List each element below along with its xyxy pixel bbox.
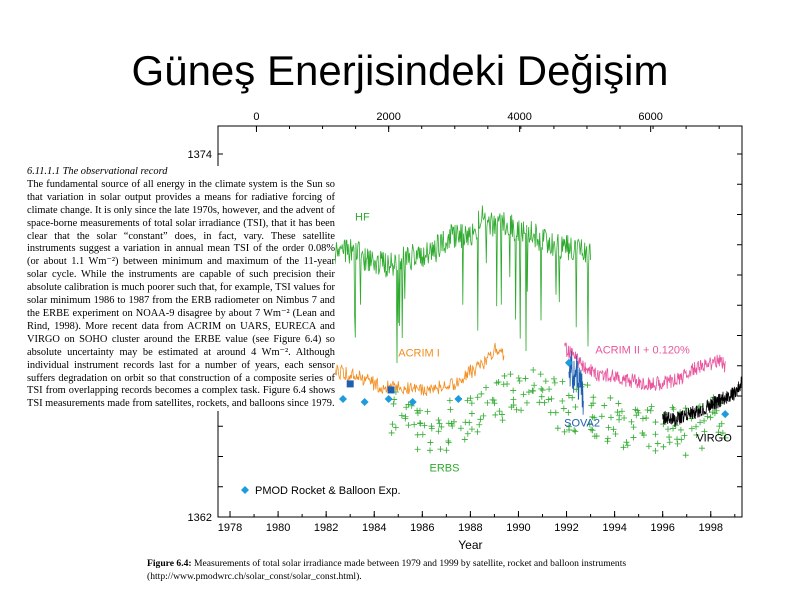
rocket-square <box>347 380 354 387</box>
erbs-point <box>483 385 489 391</box>
erbs-point <box>445 438 451 444</box>
top-tick-label: 6000 <box>638 111 663 123</box>
erbs-point <box>510 397 516 403</box>
erbs-point <box>608 414 614 420</box>
erbs-point <box>536 399 542 405</box>
x-tick-label: 1986 <box>410 522 435 534</box>
erbs-point <box>643 415 649 421</box>
erbs-point <box>458 425 464 431</box>
erbs-point <box>652 431 658 437</box>
erbs-point <box>623 439 629 445</box>
erbs-point <box>443 447 449 453</box>
erbs-point <box>604 438 610 444</box>
erbs-point <box>683 452 689 458</box>
erbs-point <box>649 403 655 409</box>
slide-title: Güneş Enerjisindeki Değişim <box>131 47 669 94</box>
erbs-point <box>615 409 621 415</box>
erbs-point <box>514 407 520 413</box>
erbs-point <box>476 422 482 428</box>
erbs-point <box>675 441 681 447</box>
erbs-point <box>496 408 502 414</box>
erbs-point <box>425 409 431 415</box>
erbs-point <box>666 434 672 440</box>
erbs-point <box>648 408 654 414</box>
erbs-point <box>530 388 536 394</box>
erbs-point <box>619 408 625 414</box>
erbs-point <box>553 410 559 416</box>
pmod-diamond <box>339 395 347 403</box>
ipcc-excerpt <box>27 166 335 411</box>
erbs-point <box>469 400 475 406</box>
erbs-point <box>667 439 673 445</box>
erbs-point <box>475 394 481 400</box>
legend-diamond <box>241 486 249 494</box>
label-acrim-ii: ACRIM II + 0.120% <box>595 344 690 357</box>
erbs-point <box>530 367 536 373</box>
erbs-point <box>559 379 565 385</box>
erbs-point <box>540 387 546 393</box>
label-virgo: VIRGO <box>696 432 732 445</box>
pmod-diamond <box>361 398 369 406</box>
erbs-point <box>521 391 527 397</box>
erbs-point <box>504 381 510 387</box>
erbs-point <box>539 394 545 400</box>
erbs-point <box>683 405 689 411</box>
erbs-point <box>437 446 443 452</box>
erbs-point <box>492 412 498 418</box>
label-erbs: ERBS <box>429 462 460 475</box>
erbs-point <box>565 410 571 416</box>
label-sova2: SOVA2 <box>564 417 601 430</box>
erbs-point <box>543 378 549 384</box>
erbs-point <box>546 386 552 392</box>
erbs-point <box>500 417 506 423</box>
erbs-point <box>446 420 452 426</box>
erbs-point <box>590 394 596 400</box>
label-hf: HF <box>355 211 370 224</box>
erbs-point <box>630 434 636 440</box>
erbs-point <box>660 444 666 450</box>
erbs-point <box>615 401 621 407</box>
top-tick-label: 2000 <box>376 111 401 123</box>
excerpt-heading: 6.11.1.1 The observational record <box>27 166 168 177</box>
x-tick-label: 1988 <box>458 522 483 534</box>
x-tick-label: 1990 <box>506 522 531 534</box>
erbs-point <box>699 445 705 451</box>
erbs-point <box>427 447 433 453</box>
erbs-point <box>559 398 565 404</box>
erbs-point <box>628 419 634 425</box>
erbs-point <box>507 371 513 377</box>
erbs-point <box>478 391 484 397</box>
erbs-point <box>572 429 578 435</box>
x-tick-label: 1980 <box>265 522 291 534</box>
erbs-point <box>678 436 684 442</box>
erbs-point <box>499 411 505 417</box>
x-tick-label: 1996 <box>650 522 675 534</box>
x-tick-label: 1998 <box>698 522 723 534</box>
erbs-point <box>465 431 471 437</box>
erbs-point <box>469 426 475 432</box>
erbs-point <box>446 440 452 446</box>
erbs-point <box>546 397 552 403</box>
erbs-point <box>502 373 508 379</box>
erbs-point <box>631 424 637 430</box>
pmod-diamond <box>454 395 462 403</box>
erbs-point <box>518 407 524 413</box>
erbs-point <box>644 407 650 413</box>
erbs-point <box>678 427 684 433</box>
erbs-point <box>697 419 703 425</box>
erbs-point <box>462 437 468 443</box>
x-tick-label: 1992 <box>554 522 579 534</box>
erbs-point <box>411 422 417 428</box>
erbs-point <box>601 403 607 409</box>
erbs-point <box>480 413 486 419</box>
erbs-point <box>548 396 554 402</box>
erbs-point <box>531 382 537 388</box>
legend-label: PMOD Rocket & Balloon Exp. <box>255 485 401 497</box>
erbs-point <box>538 386 544 392</box>
erbs-point <box>399 413 405 419</box>
erbs-point <box>447 407 453 413</box>
erbs-point <box>427 440 433 446</box>
pmod-diamond <box>721 410 729 418</box>
erbs-point <box>524 400 530 406</box>
erbs-point <box>653 419 659 425</box>
erbs-point <box>529 388 535 394</box>
erbs-point <box>555 425 561 431</box>
erbs-point <box>406 422 412 428</box>
erbs-point <box>522 376 528 382</box>
erbs-point <box>484 400 490 406</box>
caption-text: Measurements of total solar irradiance made between 1979 and 1999 by satellite, rocket and balloon instruments (http://www.pmodwrc.ch/solar_const/solar_const.html). <box>147 558 627 582</box>
pmod-diamond <box>409 398 417 406</box>
erbs-point <box>391 401 397 407</box>
erbs-point <box>469 411 475 417</box>
pmod-diamond <box>385 395 393 403</box>
erbs-point <box>466 420 472 426</box>
erbs-point <box>447 397 453 403</box>
erbs-point <box>640 416 646 422</box>
erbs-point <box>510 388 516 394</box>
erbs-point <box>585 382 591 388</box>
erbs-point <box>436 428 442 434</box>
erbs-point <box>646 443 652 449</box>
x-tick-label: 1984 <box>361 522 387 534</box>
series-sova2 <box>569 351 584 415</box>
rocket-square <box>388 386 395 393</box>
top-tick-label: 4000 <box>507 111 532 123</box>
erbs-point <box>655 441 661 447</box>
erbs-point <box>681 433 687 439</box>
erbs-point <box>516 375 522 381</box>
erbs-point <box>389 430 395 436</box>
erbs-point <box>704 413 710 419</box>
erbs-point <box>561 405 567 411</box>
top-tick-label: 0 <box>253 111 260 123</box>
erbs-point <box>538 371 544 377</box>
erbs-point <box>420 431 426 437</box>
erbs-point <box>605 436 611 442</box>
x-tick-label: 1982 <box>313 522 339 534</box>
excerpt-body: The fundamental source of all energy in the climate system is the Sun so that variation in solar output provides a means for radiative forcing of climate change. It is only since the late 1970s, however, and the advent of space-borne measurements of total solar irradiance (TSI), that it has been clear that the solar “constant” does, in fact, vary. These satellite instruments suggest a variation in annual mean TSI of the order 0.08% (or about 1.1 Wm⁻²) between minimum and maximum of the 11-year solar cycle. While the instruments are capable of such precision their absolute calibration is much poorer such that, for example, TSI values for solar minimum 1986 to 1987 from the ERB radiometer on Nimbus 7 and the ERBE experiment on NOAA-9 disagree by about 7 Wm⁻² (Lean and Rind, 1998). More recent data from ACRIM on UARS, EURECA and VIRGO on SOHO cluster around the ERBE value (see Figure 6.4) so absolute uncertainty may be estimated at around 4 Wm⁻². Although individual instrument records last for a number of years, each sensor suffers degradation on orbit so that construction of a composite series of TSI from overlapping records becomes a complex task. Figure 6.4 shows TSI measurements made from satellites, rockets, and balloons since 1979. <box>27 178 335 410</box>
erbs-point <box>607 395 613 401</box>
erbs-point <box>526 389 532 395</box>
x-tick-label: 1994 <box>602 522 627 534</box>
erbs-point <box>474 429 480 435</box>
erbs-point <box>436 417 442 423</box>
erbs-point <box>517 378 523 384</box>
erbs-point <box>572 404 578 410</box>
erbs-point <box>701 418 707 424</box>
y-tick-label: 1374 <box>187 149 212 161</box>
erbs-point <box>652 448 658 454</box>
erbs-point <box>477 416 483 422</box>
caption-label: Figure 6.4: <box>147 558 192 569</box>
erbs-point <box>552 380 558 386</box>
figure-caption <box>147 557 707 583</box>
x-axis-label: Year <box>458 538 483 552</box>
erbs-point <box>665 426 671 432</box>
erbs-point <box>415 432 421 438</box>
erbs-point <box>390 421 396 427</box>
label-acrim-i: ACRIM I <box>398 347 440 360</box>
x-tick-label: 1978 <box>217 522 243 534</box>
erbs-point <box>551 376 557 382</box>
y-tick-label: 1362 <box>187 512 212 524</box>
erbs-point <box>393 425 399 431</box>
erbs-point <box>415 446 421 452</box>
erbs-point <box>707 414 713 420</box>
